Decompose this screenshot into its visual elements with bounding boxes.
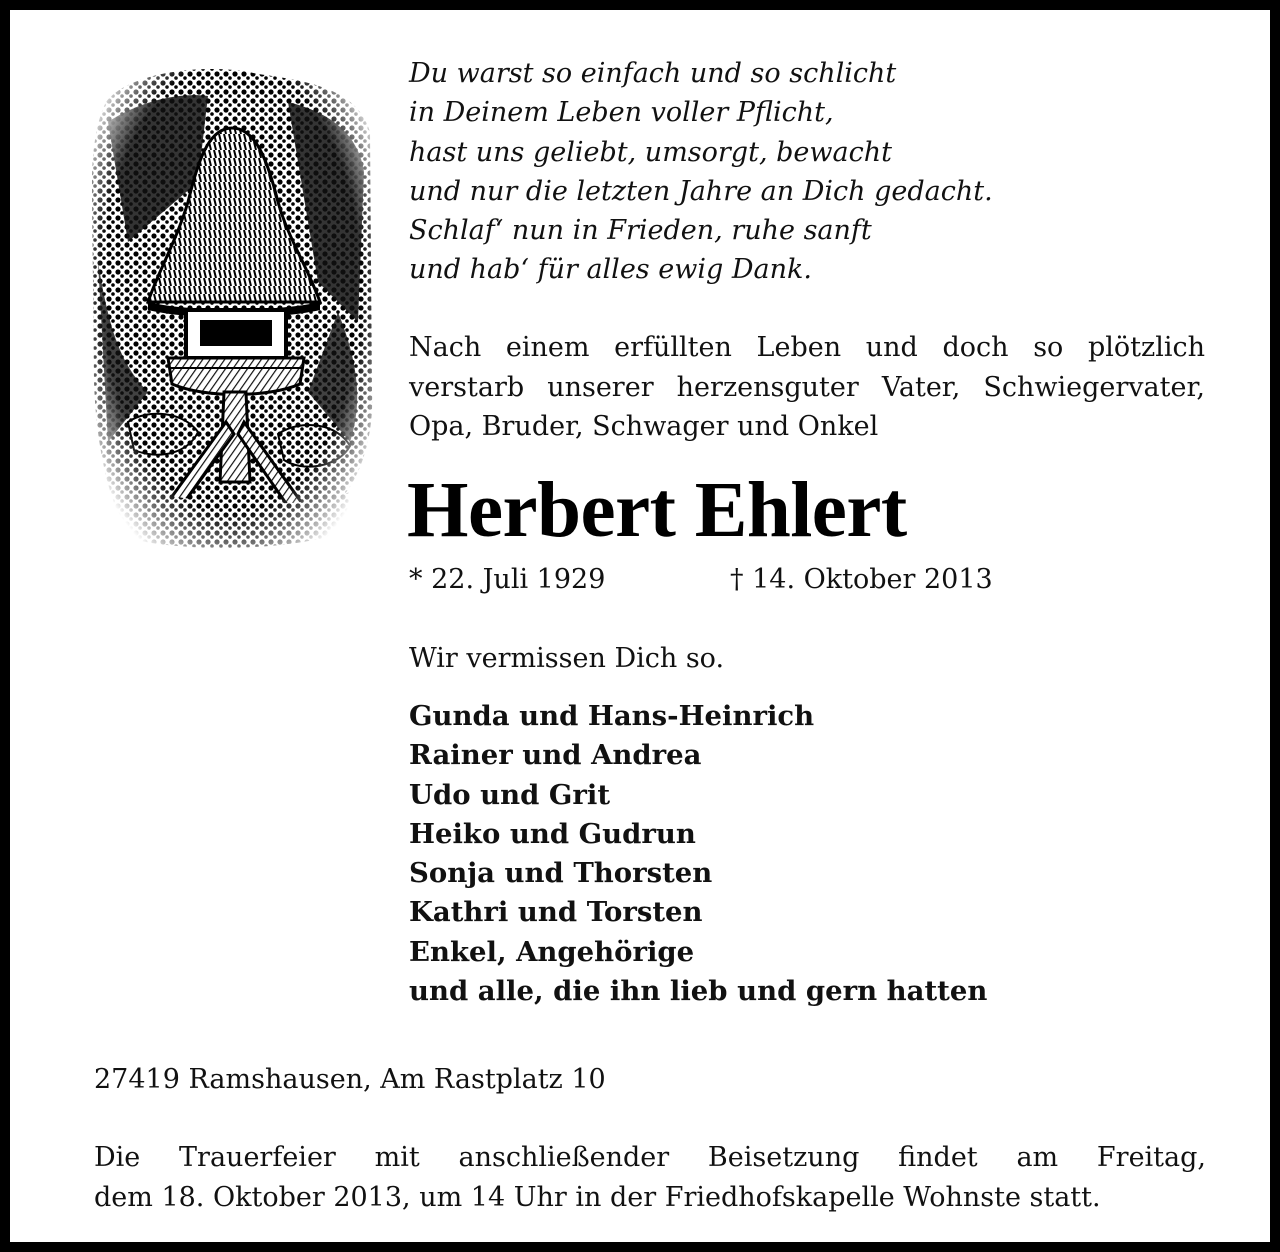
- mourner-entry: Udo und Grit: [409, 778, 611, 811]
- intro-line: Nach einem erfüllten Leben und doch so plötzlich: [409, 332, 1205, 363]
- birdhouse-illustration: [88, 62, 376, 562]
- intro-line: verstarb unserer herzensguter Vater, Schwiegervater,: [409, 371, 1205, 403]
- intro-paragraph: [409, 328, 1205, 447]
- mourners-list: [409, 697, 987, 1011]
- poem-line: Schlaf‘ nun in Frieden, ruhe sanft: [409, 215, 872, 247]
- deceased-name: Herbert Ehlert: [407, 467, 907, 554]
- address: 27419 Ramshausen, Am Rastplatz 10: [94, 1064, 606, 1095]
- birth-date: * 22. Juli 1929: [409, 564, 606, 595]
- death-date: † 14. Oktober 2013: [730, 564, 993, 595]
- miss-text: Wir vermissen Dich so.: [409, 643, 725, 674]
- mourner-entry: und alle, die ihn lieb und gern hatten: [409, 975, 988, 1008]
- poem-line: und hab‘ für alles ewig Dank.: [409, 254, 812, 286]
- mourner-entry: Enkel, Angehörige: [409, 935, 695, 968]
- funeral-line: Die Trauerfeier mit anschließender Beisetzung findet am Freitag,: [94, 1142, 1206, 1173]
- poem-line: hast uns geliebt, umsorgt, bewacht: [409, 136, 892, 168]
- mourner-entry: Rainer und Andrea: [409, 739, 702, 772]
- poem-line: und nur die letzten Jahre an Dich gedacht.: [409, 175, 993, 207]
- funeral-notice: [94, 1138, 1206, 1218]
- mourner-entry: Heiko und Gudrun: [409, 817, 696, 850]
- poem-line: Du warst so einfach und so schlicht: [409, 58, 897, 89]
- mourner-entry: Gunda und Hans-Heinrich: [409, 700, 815, 732]
- poem-verse: [409, 54, 1209, 290]
- funeral-line: dem 18. Oktober 2013, um 14 Uhr in der Friedhofskapelle Wohnste statt.: [94, 1182, 1101, 1213]
- mourner-entry: Kathri und Torsten: [409, 896, 703, 929]
- mourner-entry: Sonja und Thorsten: [409, 857, 713, 890]
- intro-line: Opa, Bruder, Schwager und Onkel: [409, 411, 879, 442]
- poem-line: in Deinem Leben voller Pflicht,: [409, 97, 834, 129]
